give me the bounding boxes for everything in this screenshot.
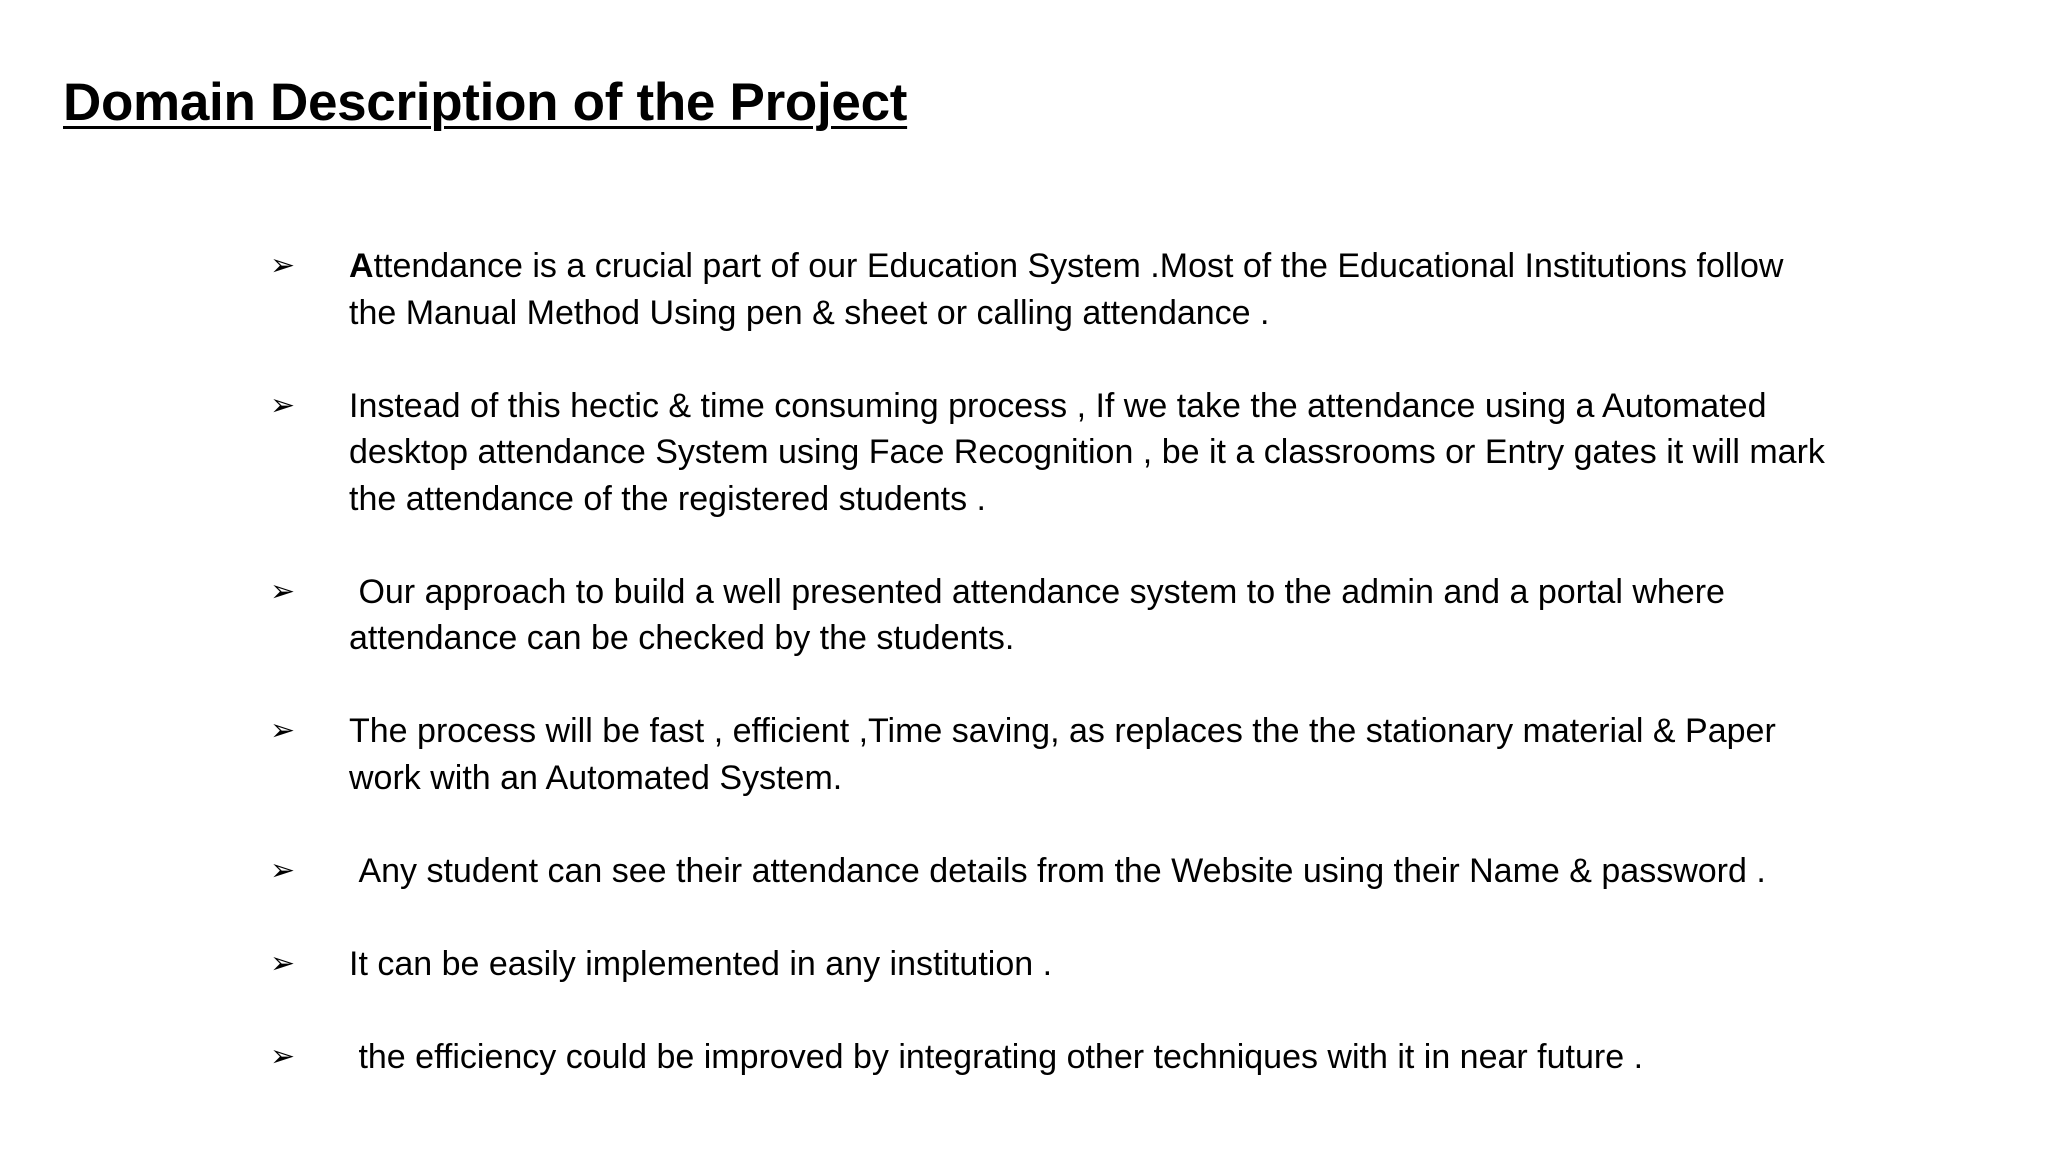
list-item [270,569,1830,662]
arrowhead-bullet-icon: ➢ [270,945,296,981]
list-item [270,848,1830,895]
bullet-list [270,243,1830,1080]
bullet-text: Our approach to build a well presented attendance system to the admin and a portal where attendance can be checked by the students. [349,572,1735,657]
bullet-text: Instead of this hectic & time consuming process , If we take the attendance using a Automated desktop attendance System using Face Recognition , be it a classrooms or Entry gates it will mark the attendance of the registered students . [349,386,1825,518]
bullet-text: Any student can see their attendance details from the Website using their Name & password . [349,851,1766,890]
arrowhead-bullet-icon: ➢ [270,713,296,748]
list-item [270,941,1830,988]
list-item [270,708,1830,801]
arrowhead-bullet-icon: ➢ [270,852,296,888]
bullet-text: The process will be fast , efficient ,Time saving, as replaces the the stationary material & Paper work with an Automated System. [349,712,1776,797]
bullet-lead-letter: A [349,247,374,285]
bullet-text: It can be easily implemented in any institution . [349,944,1053,983]
list-item [270,243,1830,336]
arrowhead-bullet-icon: ➢ [270,1038,296,1074]
arrowhead-bullet-icon: ➢ [270,387,296,423]
page-title: Domain Description of the Project [63,73,908,132]
bullet-text [349,243,1830,336]
arrowhead-bullet-icon: ➢ [270,573,296,609]
bullet-body: ttendance is a crucial part of our Education System .Most of the Educational Institutions follow the Manual Method Using pen & sheet or calling attendance . [349,247,1784,332]
arrowhead-bullet-icon: ➢ [270,248,296,283]
list-item [270,1034,1830,1081]
bullet-text: the efficiency could be improved by integrating other techniques with it in near future . [349,1037,1644,1076]
list-item [270,383,1830,523]
